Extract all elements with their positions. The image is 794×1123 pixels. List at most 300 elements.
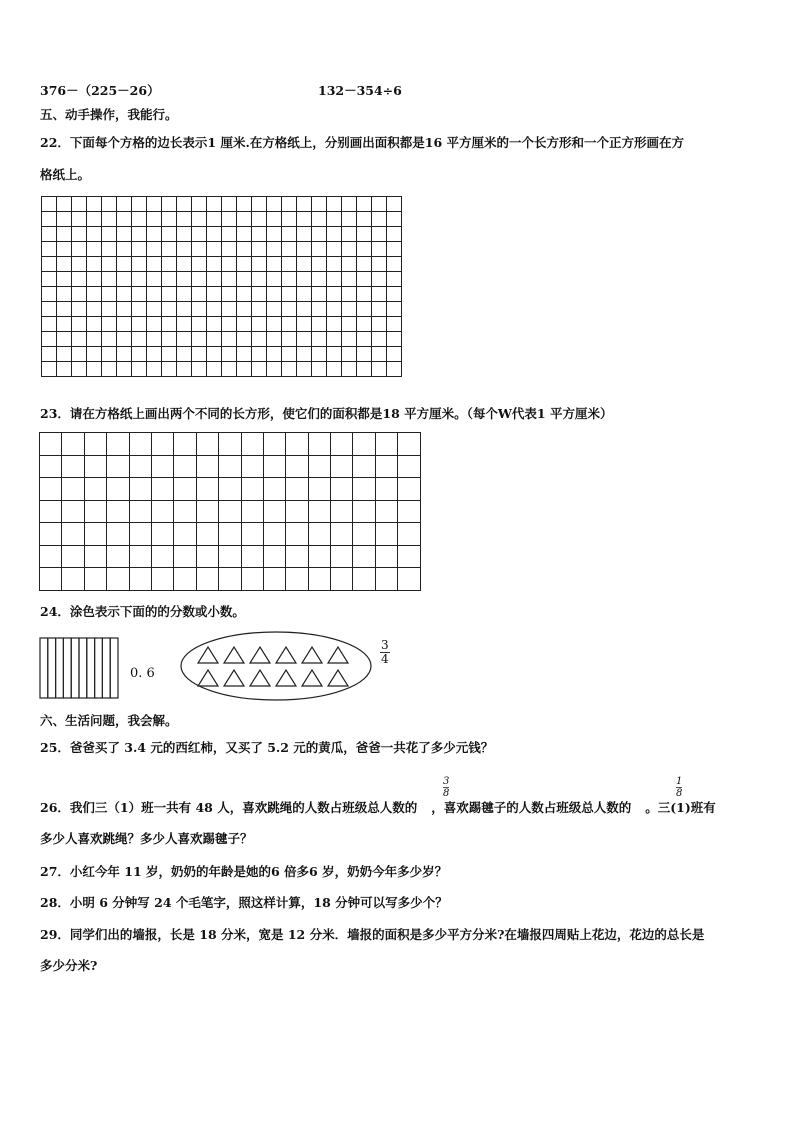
grid-cell[interactable] — [375, 500, 397, 523]
grid-cell[interactable] — [237, 302, 252, 317]
grid-cell[interactable] — [286, 500, 308, 523]
grid-cell[interactable] — [237, 257, 252, 272]
grid-cell[interactable] — [102, 362, 117, 377]
grid-cell[interactable] — [327, 362, 342, 377]
grid-cell[interactable] — [372, 317, 387, 332]
grid-cell[interactable] — [331, 478, 353, 501]
grid-cell[interactable] — [237, 317, 252, 332]
grid-cell[interactable] — [132, 227, 147, 242]
grid-cell[interactable] — [151, 455, 173, 478]
grid-cell[interactable] — [62, 568, 84, 591]
grid-cell[interactable] — [372, 227, 387, 242]
grid-cell[interactable] — [267, 302, 282, 317]
grid-cell[interactable] — [192, 347, 207, 362]
grid-cell[interactable] — [117, 317, 132, 332]
grid-cell[interactable] — [192, 257, 207, 272]
grid-cell[interactable] — [237, 287, 252, 302]
grid-cell[interactable] — [129, 478, 151, 501]
grid-cell[interactable] — [87, 317, 102, 332]
grid-cell[interactable] — [62, 433, 84, 456]
grid-cell[interactable] — [102, 347, 117, 362]
grid-cell[interactable] — [107, 500, 129, 523]
grid-cell[interactable] — [40, 545, 62, 568]
grid-cell[interactable] — [357, 317, 372, 332]
grid-cell[interactable] — [375, 455, 397, 478]
grid-cell[interactable] — [327, 332, 342, 347]
grid-cell[interactable] — [57, 317, 72, 332]
grid-cell[interactable] — [102, 242, 117, 257]
grid-cell[interactable] — [375, 478, 397, 501]
grid-cell[interactable] — [57, 347, 72, 362]
grid-cell[interactable] — [297, 272, 312, 287]
grid-cell[interactable] — [372, 287, 387, 302]
grid-cell[interactable] — [282, 272, 297, 287]
grid-cell[interactable] — [263, 500, 285, 523]
grid-cell[interactable] — [117, 287, 132, 302]
grid-cell[interactable] — [107, 455, 129, 478]
grid-cell[interactable] — [174, 500, 196, 523]
grid-cell[interactable] — [327, 227, 342, 242]
grid-cell[interactable] — [147, 257, 162, 272]
grid-cell[interactable] — [282, 317, 297, 332]
grid-cell[interactable] — [312, 302, 327, 317]
grid-cell[interactable] — [147, 272, 162, 287]
grid-cell[interactable] — [308, 568, 330, 591]
grid-cell[interactable] — [342, 242, 357, 257]
grid-cell[interactable] — [353, 568, 375, 591]
grid-cell[interactable] — [357, 302, 372, 317]
grid-cell[interactable] — [129, 568, 151, 591]
grid-cell[interactable] — [331, 523, 353, 546]
grid-cell[interactable] — [398, 433, 420, 456]
grid-cell[interactable] — [387, 257, 402, 272]
grid-cell[interactable] — [357, 287, 372, 302]
grid-cell[interactable] — [147, 212, 162, 227]
grid-cell[interactable] — [207, 272, 222, 287]
grid-cell[interactable] — [297, 197, 312, 212]
grid-cell[interactable] — [84, 455, 106, 478]
grid-cell[interactable] — [72, 302, 87, 317]
grid-cell[interactable] — [87, 272, 102, 287]
grid-cell[interactable] — [117, 212, 132, 227]
grid-cell[interactable] — [342, 287, 357, 302]
grid-cell[interactable] — [267, 272, 282, 287]
grid-cell[interactable] — [84, 500, 106, 523]
grid-cell[interactable] — [237, 272, 252, 287]
grid-cell[interactable] — [327, 257, 342, 272]
grid-cell[interactable] — [87, 242, 102, 257]
grid-cell[interactable] — [129, 523, 151, 546]
grid-cell[interactable] — [72, 332, 87, 347]
grid-cell[interactable] — [357, 227, 372, 242]
grid-cell[interactable] — [174, 568, 196, 591]
grid-cell[interactable] — [174, 545, 196, 568]
grid-cell[interactable] — [177, 362, 192, 377]
grid-cell[interactable] — [192, 302, 207, 317]
grid-cell[interactable] — [308, 523, 330, 546]
grid-cell[interactable] — [147, 287, 162, 302]
grid-cell[interactable] — [222, 257, 237, 272]
grid-cell[interactable] — [57, 302, 72, 317]
grid-cell[interactable] — [40, 478, 62, 501]
grid-cell[interactable] — [353, 433, 375, 456]
triangle-shape[interactable] — [250, 670, 270, 686]
grid-cell[interactable] — [297, 317, 312, 332]
bar-segment[interactable] — [40, 638, 48, 698]
grid-cell[interactable] — [42, 347, 57, 362]
grid-cell[interactable] — [372, 212, 387, 227]
grid-cell[interactable] — [42, 272, 57, 287]
grid-cell[interactable] — [398, 478, 420, 501]
grid-cell[interactable] — [372, 332, 387, 347]
grid-cell[interactable] — [331, 545, 353, 568]
grid-cell[interactable] — [342, 302, 357, 317]
bar-segment[interactable] — [87, 638, 95, 698]
grid-cell[interactable] — [57, 332, 72, 347]
grid-cell[interactable] — [398, 500, 420, 523]
grid-cell[interactable] — [196, 500, 218, 523]
grid-cell[interactable] — [129, 545, 151, 568]
grid-cell[interactable] — [342, 347, 357, 362]
grid-cell[interactable] — [107, 545, 129, 568]
grid-cell[interactable] — [308, 545, 330, 568]
grid-cell[interactable] — [132, 197, 147, 212]
grid-cell[interactable] — [237, 197, 252, 212]
grid-cell[interactable] — [241, 500, 263, 523]
grid-cell[interactable] — [267, 212, 282, 227]
grid-cell[interactable] — [282, 302, 297, 317]
grid-cell[interactable] — [241, 568, 263, 591]
grid-cell[interactable] — [62, 500, 84, 523]
grid-cell[interactable] — [117, 197, 132, 212]
grid-cell[interactable] — [151, 478, 173, 501]
grid-cell[interactable] — [252, 317, 267, 332]
grid-cell[interactable] — [237, 242, 252, 257]
grid-cell[interactable] — [62, 478, 84, 501]
grid-cell[interactable] — [219, 455, 241, 478]
grid-cell[interactable] — [87, 227, 102, 242]
grid-cell[interactable] — [342, 197, 357, 212]
grid-cell[interactable] — [42, 242, 57, 257]
grid-cell[interactable] — [327, 212, 342, 227]
grid-cell[interactable] — [387, 287, 402, 302]
grid-cell[interactable] — [312, 332, 327, 347]
grid-cell[interactable] — [342, 332, 357, 347]
q24-triangle-ellipse[interactable] — [178, 630, 374, 702]
grid-cell[interactable] — [132, 212, 147, 227]
bar-segment[interactable] — [48, 638, 56, 698]
grid-cell[interactable] — [102, 212, 117, 227]
bar-segment[interactable] — [102, 638, 110, 698]
grid-cell[interactable] — [398, 455, 420, 478]
grid-cell[interactable] — [87, 197, 102, 212]
grid-cell[interactable] — [192, 317, 207, 332]
grid-cell[interactable] — [222, 302, 237, 317]
grid-cell[interactable] — [297, 212, 312, 227]
grid-cell[interactable] — [196, 455, 218, 478]
grid-cell[interactable] — [162, 332, 177, 347]
grid-cell[interactable] — [387, 272, 402, 287]
grid-cell[interactable] — [241, 478, 263, 501]
grid-cell[interactable] — [117, 362, 132, 377]
grid-cell[interactable] — [42, 197, 57, 212]
grid-cell[interactable] — [387, 362, 402, 377]
grid-cell[interactable] — [129, 455, 151, 478]
grid-cell[interactable] — [117, 332, 132, 347]
grid-cell[interactable] — [286, 523, 308, 546]
grid-cell[interactable] — [342, 212, 357, 227]
grid-cell[interactable] — [353, 455, 375, 478]
grid-cell[interactable] — [132, 347, 147, 362]
grid-cell[interactable] — [342, 317, 357, 332]
triangle-shape[interactable] — [302, 647, 322, 663]
grid-cell[interactable] — [147, 317, 162, 332]
grid-cell[interactable] — [312, 197, 327, 212]
grid-cell[interactable] — [312, 212, 327, 227]
grid-cell[interactable] — [132, 317, 147, 332]
grid-cell[interactable] — [207, 197, 222, 212]
grid-cell[interactable] — [297, 302, 312, 317]
grid-cell[interactable] — [102, 197, 117, 212]
grid-cell[interactable] — [192, 212, 207, 227]
grid-cell[interactable] — [252, 257, 267, 272]
grid-cell[interactable] — [252, 242, 267, 257]
grid-cell[interactable] — [222, 227, 237, 242]
grid-cell[interactable] — [342, 362, 357, 377]
grid-cell[interactable] — [252, 362, 267, 377]
bar-segment[interactable] — [110, 638, 118, 698]
grid-cell[interactable] — [132, 332, 147, 347]
grid-cell[interactable] — [207, 257, 222, 272]
grid-cell[interactable] — [57, 362, 72, 377]
grid-cell[interactable] — [267, 287, 282, 302]
grid-cell[interactable] — [177, 227, 192, 242]
grid-cell[interactable] — [375, 545, 397, 568]
grid-cell[interactable] — [357, 197, 372, 212]
grid-cell[interactable] — [312, 227, 327, 242]
grid-cell[interactable] — [196, 568, 218, 591]
grid-cell[interactable] — [342, 227, 357, 242]
grid-cell[interactable] — [57, 227, 72, 242]
q24-bar-rectangle[interactable] — [38, 636, 120, 700]
grid-cell[interactable] — [87, 212, 102, 227]
grid-cell[interactable] — [42, 362, 57, 377]
grid-cell[interactable] — [387, 347, 402, 362]
grid-cell[interactable] — [151, 500, 173, 523]
grid-cell[interactable] — [267, 317, 282, 332]
triangle-shape[interactable] — [224, 670, 244, 686]
bar-segment[interactable] — [63, 638, 71, 698]
grid-cell[interactable] — [177, 332, 192, 347]
grid-cell[interactable] — [282, 227, 297, 242]
grid-cell[interactable] — [312, 257, 327, 272]
grid-cell[interactable] — [42, 212, 57, 227]
grid-cell[interactable] — [147, 302, 162, 317]
grid-cell[interactable] — [219, 545, 241, 568]
grid-cell[interactable] — [398, 568, 420, 591]
grid-cell[interactable] — [357, 272, 372, 287]
grid-cell[interactable] — [40, 500, 62, 523]
grid-cell[interactable] — [219, 568, 241, 591]
grid-cell[interactable] — [102, 317, 117, 332]
grid-cell[interactable] — [267, 227, 282, 242]
bar-segment[interactable] — [71, 638, 79, 698]
grid-cell[interactable] — [282, 197, 297, 212]
grid-cell[interactable] — [222, 347, 237, 362]
grid-cell[interactable] — [219, 523, 241, 546]
grid-cell[interactable] — [40, 568, 62, 591]
grid-cell[interactable] — [387, 212, 402, 227]
grid-cell[interactable] — [312, 362, 327, 377]
grid-cell[interactable] — [331, 455, 353, 478]
grid-cell[interactable] — [398, 523, 420, 546]
triangle-shape[interactable] — [276, 670, 296, 686]
grid-cell[interactable] — [237, 212, 252, 227]
grid-cell[interactable] — [57, 257, 72, 272]
grid-cell[interactable] — [177, 302, 192, 317]
grid-cell[interactable] — [286, 455, 308, 478]
triangle-shape[interactable] — [328, 670, 348, 686]
grid-cell[interactable] — [162, 227, 177, 242]
grid-cell[interactable] — [327, 287, 342, 302]
grid-cell[interactable] — [42, 257, 57, 272]
grid-cell[interactable] — [177, 242, 192, 257]
grid-cell[interactable] — [331, 500, 353, 523]
grid-cell[interactable] — [192, 287, 207, 302]
grid-cell[interactable] — [196, 433, 218, 456]
grid-cell[interactable] — [387, 332, 402, 347]
grid-cell[interactable] — [57, 287, 72, 302]
grid-cell[interactable] — [42, 287, 57, 302]
grid-cell[interactable] — [72, 347, 87, 362]
grid-cell[interactable] — [327, 317, 342, 332]
triangle-shape[interactable] — [276, 647, 296, 663]
triangle-shape[interactable] — [198, 647, 218, 663]
grid-cell[interactable] — [252, 302, 267, 317]
grid-cell[interactable] — [102, 332, 117, 347]
grid-cell[interactable] — [357, 242, 372, 257]
grid-cell[interactable] — [177, 212, 192, 227]
grid-cell[interactable] — [312, 347, 327, 362]
grid-cell[interactable] — [372, 197, 387, 212]
grid-cell[interactable] — [222, 212, 237, 227]
grid-cell[interactable] — [286, 478, 308, 501]
grid-cell[interactable] — [372, 302, 387, 317]
grid-cell[interactable] — [162, 272, 177, 287]
grid-cell[interactable] — [308, 433, 330, 456]
grid-cell[interactable] — [241, 455, 263, 478]
grid-cell[interactable] — [398, 545, 420, 568]
grid-cell[interactable] — [57, 272, 72, 287]
grid-cell[interactable] — [387, 242, 402, 257]
grid-cell[interactable] — [72, 287, 87, 302]
grid-cell[interactable] — [331, 568, 353, 591]
grid-cell[interactable] — [252, 287, 267, 302]
grid-cell[interactable] — [327, 272, 342, 287]
grid-cell[interactable] — [207, 212, 222, 227]
grid-cell[interactable] — [132, 272, 147, 287]
triangle-shape[interactable] — [250, 647, 270, 663]
grid-cell[interactable] — [282, 242, 297, 257]
grid-cell[interactable] — [192, 332, 207, 347]
grid-cell[interactable] — [84, 433, 106, 456]
bar-segment[interactable] — [56, 638, 64, 698]
grid-cell[interactable] — [241, 545, 263, 568]
grid-cell[interactable] — [252, 197, 267, 212]
grid-cell[interactable] — [147, 197, 162, 212]
grid-cell[interactable] — [57, 197, 72, 212]
grid-cell[interactable] — [342, 272, 357, 287]
grid-cell[interactable] — [263, 433, 285, 456]
grid-cell[interactable] — [282, 332, 297, 347]
grid-cell[interactable] — [372, 242, 387, 257]
grid-cell[interactable] — [174, 478, 196, 501]
grid-cell[interactable] — [331, 433, 353, 456]
grid-cell[interactable] — [263, 568, 285, 591]
grid-cell[interactable] — [177, 317, 192, 332]
grid-cell[interactable] — [222, 317, 237, 332]
grid-cell[interactable] — [162, 302, 177, 317]
grid-cell[interactable] — [132, 242, 147, 257]
grid-cell[interactable] — [42, 227, 57, 242]
grid-cell[interactable] — [62, 523, 84, 546]
grid-cell[interactable] — [297, 227, 312, 242]
grid-cell[interactable] — [72, 197, 87, 212]
grid-cell[interactable] — [207, 302, 222, 317]
grid-cell[interactable] — [207, 317, 222, 332]
grid-cell[interactable] — [267, 242, 282, 257]
grid-cell[interactable] — [192, 197, 207, 212]
grid-cell[interactable] — [147, 242, 162, 257]
grid-cell[interactable] — [237, 227, 252, 242]
grid-cell[interactable] — [87, 362, 102, 377]
grid-cell[interactable] — [375, 523, 397, 546]
grid-cell[interactable] — [132, 362, 147, 377]
grid-cell[interactable] — [192, 242, 207, 257]
grid-cell[interactable] — [353, 478, 375, 501]
grid-cell[interactable] — [72, 212, 87, 227]
grid-cell[interactable] — [192, 227, 207, 242]
grid-cell[interactable] — [117, 272, 132, 287]
grid-cell[interactable] — [174, 455, 196, 478]
grid-cell[interactable] — [57, 212, 72, 227]
grid-cell[interactable] — [286, 568, 308, 591]
grid-cell[interactable] — [132, 257, 147, 272]
grid-cell[interactable] — [282, 212, 297, 227]
grid-cell[interactable] — [57, 242, 72, 257]
grid-cell[interactable] — [151, 545, 173, 568]
grid-cell[interactable] — [196, 545, 218, 568]
grid-cell[interactable] — [102, 257, 117, 272]
grid-cell[interactable] — [327, 302, 342, 317]
grid-cell[interactable] — [87, 257, 102, 272]
grid-cell[interactable] — [87, 347, 102, 362]
grid-cell[interactable] — [177, 197, 192, 212]
grid-cell[interactable] — [151, 433, 173, 456]
grid-cell[interactable] — [192, 362, 207, 377]
grid-cell[interactable] — [282, 347, 297, 362]
grid-cell[interactable] — [282, 287, 297, 302]
grid-cell[interactable] — [107, 523, 129, 546]
grid-cell[interactable] — [132, 302, 147, 317]
grid-cell[interactable] — [151, 523, 173, 546]
grid-cell[interactable] — [357, 257, 372, 272]
grid-cell[interactable] — [372, 362, 387, 377]
grid-cell[interactable] — [357, 212, 372, 227]
grid-cell[interactable] — [327, 242, 342, 257]
grid-cell[interactable] — [297, 257, 312, 272]
grid-cell[interactable] — [357, 362, 372, 377]
